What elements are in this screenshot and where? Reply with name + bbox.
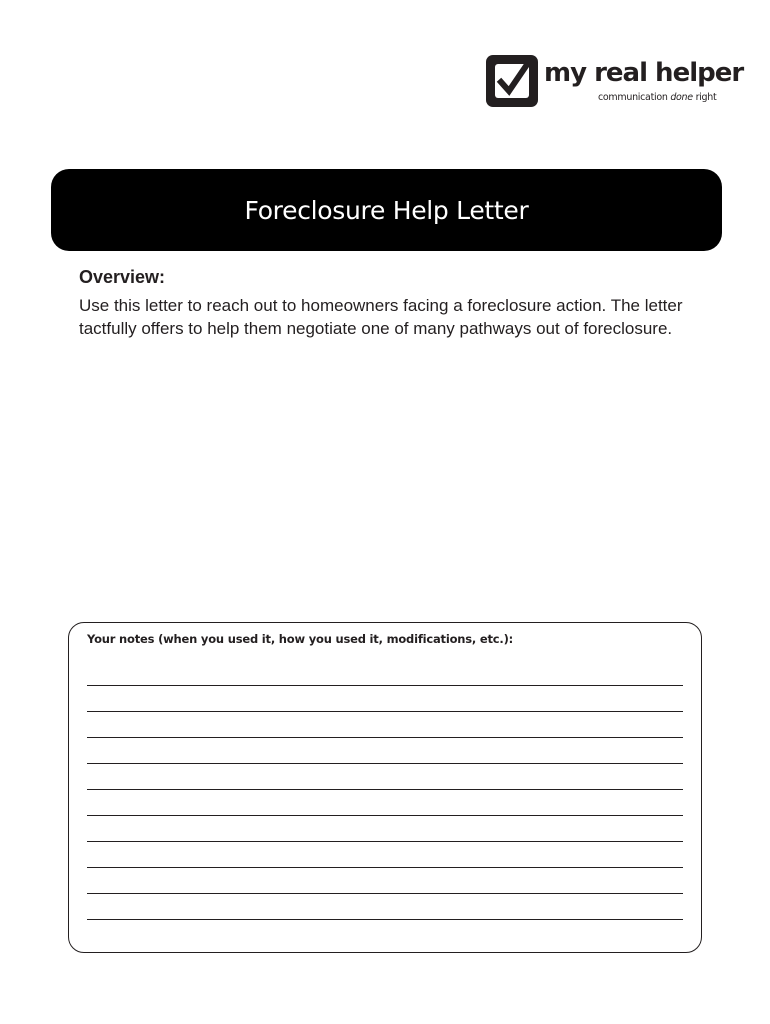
brand-logo (486, 55, 744, 111)
note-line[interactable] (87, 841, 683, 842)
brand-name: my real helper (544, 58, 744, 88)
note-line[interactable] (87, 893, 683, 894)
checkmark-box-icon (486, 55, 538, 107)
tagline-start: communication (598, 92, 668, 103)
tagline-end: right (695, 92, 717, 103)
note-line[interactable] (87, 763, 683, 764)
note-line[interactable] (87, 789, 683, 790)
title-banner (51, 169, 722, 251)
brand-tagline (598, 91, 716, 105)
notes-label: Your notes (when you used it, how you used it, modifications, etc.): (87, 632, 514, 646)
notes-box[interactable] (68, 622, 702, 953)
note-line[interactable] (87, 867, 683, 868)
tagline-emphasis: done (670, 92, 693, 103)
note-line[interactable] (87, 919, 683, 920)
note-line[interactable] (87, 815, 683, 816)
note-line[interactable] (87, 685, 683, 686)
overview-text: Use this letter to reach out to homeowners facing a foreclosure action. The letter tactfully offers to help them negotiate one of many pathways out of foreclosure. (79, 296, 683, 338)
note-line[interactable] (87, 711, 683, 712)
overview-heading: Overview: (79, 267, 166, 287)
note-line[interactable] (87, 737, 683, 738)
page-title: Foreclosure Help Letter (244, 195, 529, 225)
